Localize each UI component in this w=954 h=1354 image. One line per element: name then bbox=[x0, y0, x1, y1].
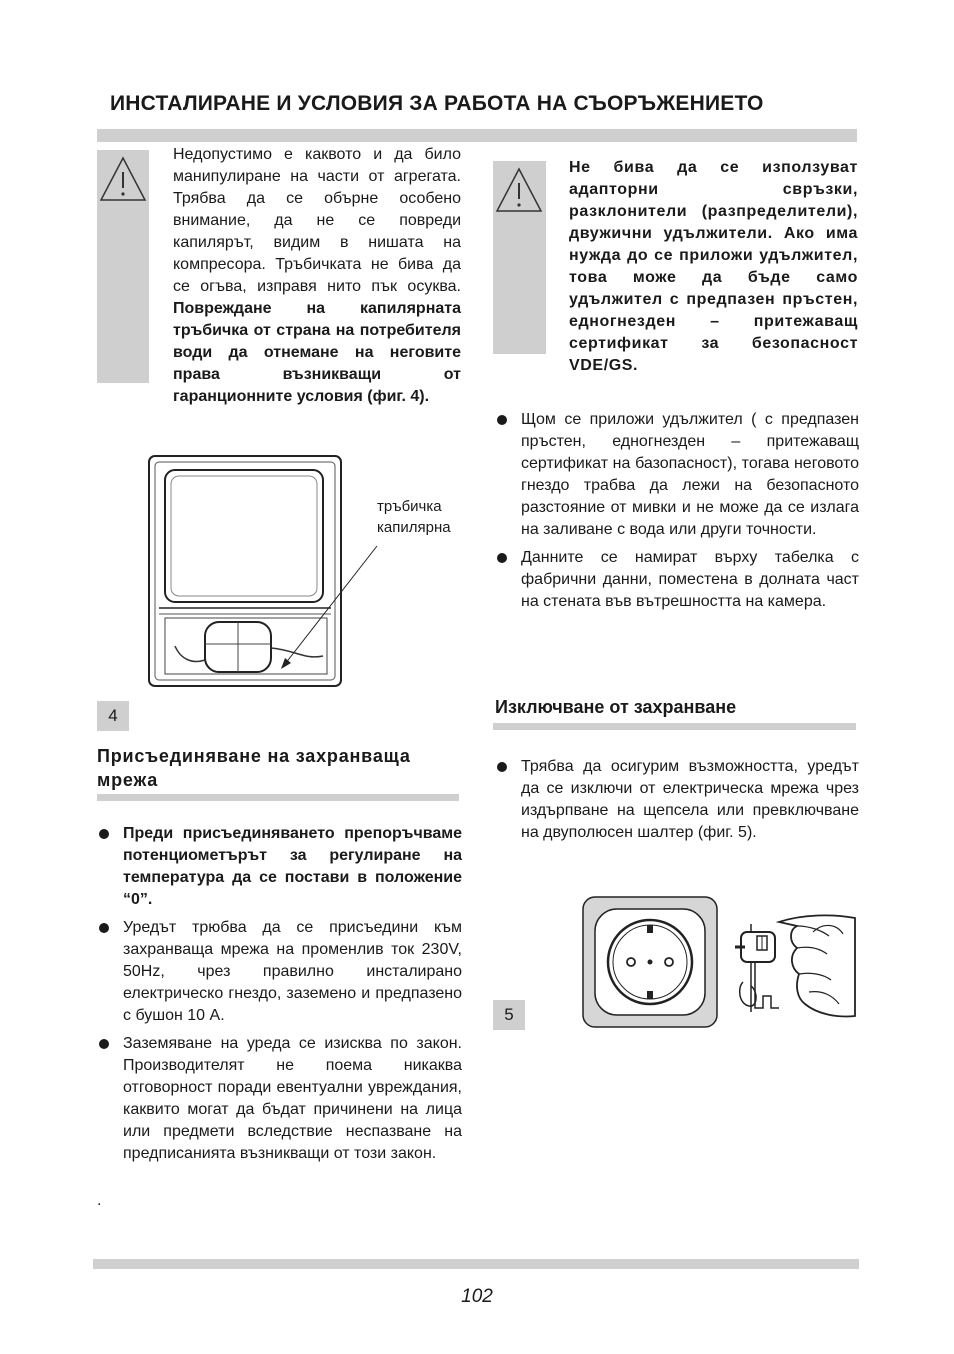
bullet-icon bbox=[497, 553, 507, 563]
list-item bbox=[97, 1033, 462, 1165]
bullet-text: Преди присъединяването препоръчваме потенциометърът за регулиране на температура да се постави в положение “0”. bbox=[123, 825, 462, 908]
page-title: ИНСТАЛИРАНЕ И УСЛОВИЯ ЗА РАБОТА НА СЪОРЪЖЕНИЕТО bbox=[110, 92, 764, 115]
bullet-text: Заземяване на уреда се изисква по закон. Производителят не поема никаква отговорност поради евентуални увреждания, каквито могат да бъдат причинени на лица или предмети вследствие неспазване на предписанията възникващи от този закон. bbox=[123, 1035, 462, 1162]
bullet-text: Данните се намират върху табелка с фабрични данни, поместена в долната част на стената във вътрешността на камера. bbox=[521, 549, 859, 610]
bullet-icon bbox=[99, 923, 109, 933]
fridge-capillary-figure bbox=[145, 450, 505, 700]
section-underline-left bbox=[97, 794, 459, 801]
page-number: 102 bbox=[461, 1286, 493, 1307]
figure4-label-line2: капилярна bbox=[377, 519, 451, 536]
figure4-label-line1: тръбичка bbox=[377, 498, 442, 515]
section-heading-disconnect: Изключване от захранване bbox=[495, 697, 737, 717]
bullet-icon bbox=[497, 415, 507, 425]
bullet-list-left bbox=[97, 823, 462, 1171]
figure5-number: 5 bbox=[493, 1000, 525, 1030]
bullet-icon bbox=[99, 1039, 109, 1049]
list-item bbox=[495, 756, 859, 844]
title-underline bbox=[97, 129, 857, 142]
list-item bbox=[97, 823, 462, 911]
warning-text-bold: Повреждане на капилярната тръбичка от страна на потребителя води да отнемане на неговите права възникващи от гаранционните условия (фиг. 4). bbox=[173, 300, 461, 405]
warning-text-right bbox=[569, 157, 858, 377]
stray-dot: . bbox=[97, 1192, 102, 1209]
list-item bbox=[495, 547, 859, 613]
plug-in-hand-figure bbox=[733, 912, 858, 1022]
list-item bbox=[495, 409, 859, 541]
warning-text-normal: Недопустимо е каквото и да било манипулиране на части от агрегата. Трябва да се обърне особено внимание, да не се повреди капилярът, видим в нишата на компресора. Тръбичката не бива да се огъва, изправя нито пък осуква. bbox=[173, 146, 461, 295]
list-item bbox=[97, 917, 462, 1027]
bullet-icon bbox=[497, 762, 507, 772]
warning-text-bold: Не бива да се използуват адапторни свръзки, разклонители (разпределители), двужични удължители. Ако има нужда до се приложи удължител, това може да бъде само удължител с предпазен пръстен, едногнезден – притежаващ сертификат за безопасност VDE/GS. bbox=[569, 159, 858, 374]
bullet-text: Трябва да осигурим възможността, уредът да се изключи от електрическа мрежа чрез издърпване на щепсела или превключване на двуполюсен шалтер (фиг. 5). bbox=[521, 758, 859, 841]
bullet-list-right-2 bbox=[495, 756, 859, 850]
bullet-icon bbox=[99, 829, 109, 839]
warning-icon bbox=[493, 161, 546, 221]
section-underline-right bbox=[493, 723, 856, 730]
section-heading-power-connection: Присъединяване на захранваща мрежа bbox=[97, 746, 411, 790]
figure4-label bbox=[377, 496, 451, 538]
wall-socket-figure bbox=[581, 895, 721, 1031]
bullet-text: Щом се приложи удължител ( с предпазен пръстен, едногнезден – притежаващ сертификат на базопасност), тогава неговото гнездо трабва да лежи на безопасното разстояние от мивки и не може да се излага на заливане с вода или други точности. bbox=[521, 411, 859, 538]
bullet-list-right bbox=[495, 409, 859, 619]
warning-box-right bbox=[493, 161, 546, 354]
warning-box-left bbox=[97, 150, 149, 383]
warning-text-left bbox=[173, 144, 461, 408]
warning-icon bbox=[97, 150, 149, 210]
bullet-text: Уредът трюбва да се присъедини към захранваща мрежа на променлив ток 230V, 50Hz, чрез правилно инсталирано електрическо гнездо, заземено и предпазено с бушон 10 A. bbox=[123, 919, 462, 1024]
footer-bar bbox=[93, 1259, 859, 1269]
figure4-number: 4 bbox=[97, 701, 129, 731]
